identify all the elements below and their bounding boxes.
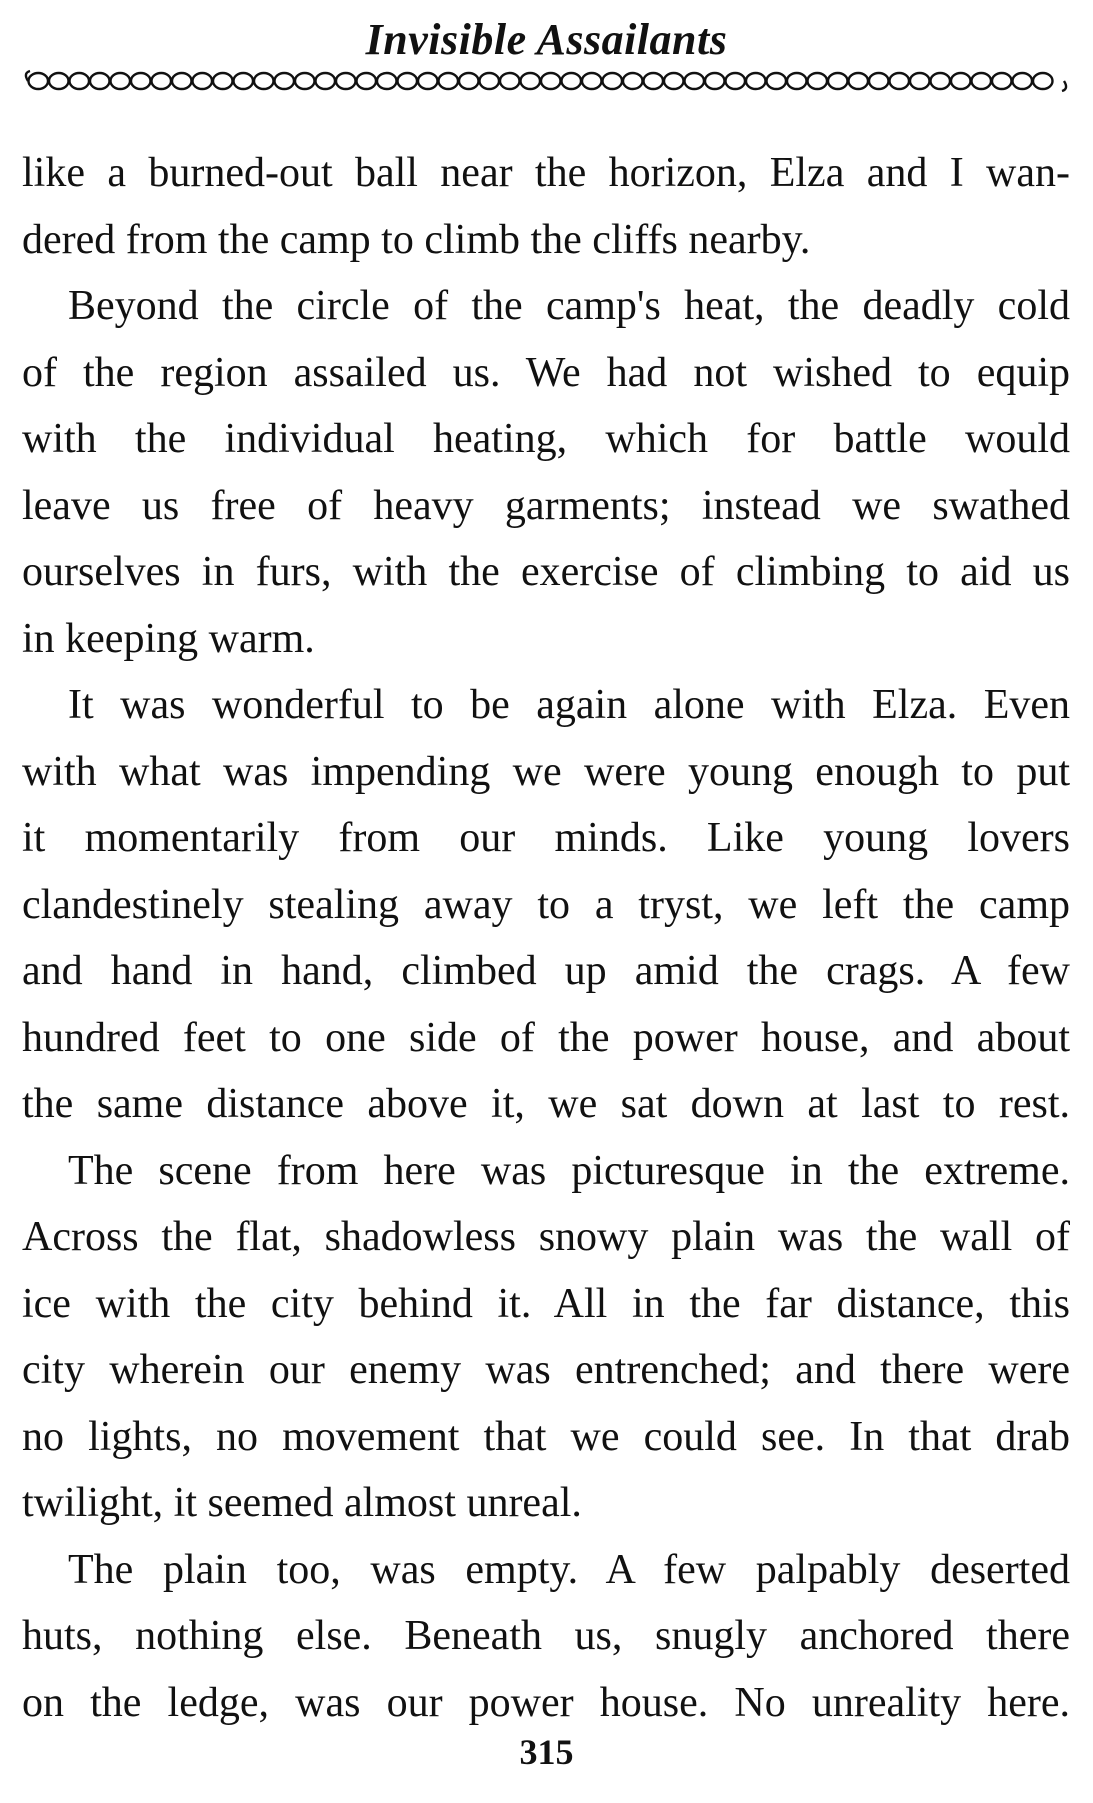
paragraph-3	[22, 672, 1070, 1138]
chain-link	[234, 73, 254, 89]
chain-link	[418, 73, 438, 89]
paragraph-5	[22, 1537, 1070, 1737]
chain-link	[275, 73, 295, 89]
chain-link	[398, 73, 418, 89]
text-line: It was wonderful to be again alone with Elza. Even	[68, 682, 1070, 728]
chain-link	[1013, 73, 1033, 89]
text-line: in keeping warm.	[22, 615, 315, 662]
chain-link	[972, 73, 992, 89]
chain-link	[931, 73, 951, 89]
chain-link	[172, 73, 192, 89]
chain-link	[726, 73, 746, 89]
chain-link	[90, 73, 110, 89]
chain-link	[459, 73, 479, 89]
text-line: twilight, it seemed almost unreal.	[22, 1480, 582, 1526]
chain-link	[213, 73, 233, 89]
chain-link	[377, 73, 397, 89]
chain-link	[357, 73, 377, 89]
chain-link	[746, 73, 766, 89]
chain-link	[49, 73, 69, 89]
text-line: and hand in hand, climbed up amid the crags. A few	[22, 948, 1070, 994]
chain-link	[910, 73, 930, 89]
chain-link	[623, 73, 643, 89]
running-title: Invisible Assailants	[365, 15, 728, 64]
chain-link	[521, 73, 541, 89]
paragraph-4	[22, 1138, 1070, 1537]
text-line: huts, nothing else. Beneath us, snugly anchored there	[22, 1613, 1070, 1659]
text-line: The plain too, was empty. A few palpably deserted	[68, 1546, 1070, 1593]
chain-link	[951, 73, 971, 89]
text-line: Across the flat, shadowless snowy plain was the wall of	[22, 1214, 1070, 1260]
text-line: clandestinely stealing away to a tryst, we left the camp	[22, 881, 1070, 928]
page-number: 315	[519, 1732, 574, 1772]
text-line: dered from the camp to climb the cliffs nearby.	[22, 216, 811, 263]
chain-link	[664, 73, 684, 89]
text-line: it momentarily from our minds. Like young lovers	[22, 815, 1070, 861]
chain-link	[787, 73, 807, 89]
chain-link	[336, 73, 356, 89]
text-line: hundred feet to one side of the power house, and about	[22, 1014, 1070, 1061]
chain-border-ornament-icon	[22, 68, 1070, 94]
body-text	[22, 140, 1070, 1736]
chain-link	[29, 73, 49, 89]
chain-link	[890, 73, 910, 89]
text-line: no lights, no movement that we could see. In that drab	[22, 1413, 1070, 1460]
text-line: ourselves in furs, with the exercise of climbing to aid us	[22, 549, 1070, 595]
chain-link	[70, 73, 90, 89]
text-line: city wherein our enemy was entrenched; and there were	[22, 1347, 1070, 1393]
chain-link	[131, 73, 151, 89]
chain-link	[849, 73, 869, 89]
chain-link	[767, 73, 787, 89]
chain-link	[541, 73, 561, 89]
chain-link	[992, 73, 1012, 89]
chain-link	[808, 73, 828, 89]
text-line: with the individual heating, which for battle would	[22, 416, 1070, 462]
text-line: on the ledge, was our power house. No unreality here.	[22, 1679, 1070, 1726]
chain-link	[869, 73, 889, 89]
chain-link	[316, 73, 336, 89]
chain-link	[254, 73, 274, 89]
text-line: with what was impending we were young enough to put	[22, 748, 1070, 795]
chain-link	[1033, 73, 1053, 89]
chain-link	[480, 73, 500, 89]
chain-link	[705, 73, 725, 89]
text-line: The scene from here was picturesque in the extreme.	[68, 1147, 1070, 1194]
chain-link	[603, 73, 623, 89]
paragraph-2	[22, 273, 1070, 672]
chain-link	[582, 73, 602, 89]
chain-link	[152, 73, 172, 89]
paragraph-1	[22, 140, 1070, 273]
text-line: ice with the city behind it. All in the far distance, this	[22, 1280, 1070, 1327]
text-line: like a burned-out ball near the horizon, Elza and I wan-	[22, 150, 1070, 196]
chain-link	[295, 73, 315, 89]
chain-end-hook	[1062, 81, 1066, 91]
chain-link	[685, 73, 705, 89]
text-line: the same distance above it, we sat down at last to rest.	[22, 1081, 1070, 1127]
chain-link	[439, 73, 459, 89]
text-line: Beyond the circle of the camp's heat, the deadly cold	[68, 283, 1070, 329]
chain-link	[111, 73, 131, 89]
chain-link	[644, 73, 664, 89]
chain-link	[193, 73, 213, 89]
chain-link	[828, 73, 848, 89]
chain-link	[562, 73, 582, 89]
chain-link	[500, 73, 520, 89]
text-line: leave us free of heavy garments; instead we swathed	[22, 482, 1070, 529]
text-line: of the region assailed us. We had not wished to equip	[22, 349, 1070, 396]
